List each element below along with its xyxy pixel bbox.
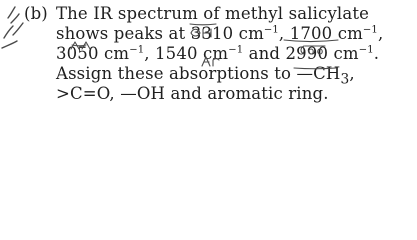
ir-spectrum-question <box>24 4 414 104</box>
peak-1540-superscript: −1 <box>228 44 244 56</box>
question-line-2 <box>56 24 417 44</box>
functional-groups-text: >C=O, —OH and aromatic ring. <box>56 84 329 103</box>
question-line-3 <box>56 44 417 64</box>
question-line-1 <box>24 4 414 24</box>
peak-2990-text: and 2990 cm <box>243 44 359 63</box>
line-4-comma: , <box>349 64 355 83</box>
peak-1540-text: , 1540 cm <box>144 44 229 63</box>
line-2-comma: , <box>377 24 384 43</box>
question-label: (b) <box>24 4 48 23</box>
line-3-period: . <box>373 44 380 63</box>
peak-3050-superscript: −1 <box>129 44 145 56</box>
assign-absorptions-text: Assign these absorptions to —CH <box>56 64 341 83</box>
question-line-4 <box>56 64 417 88</box>
question-line-5 <box>56 84 417 104</box>
peak-3310-text: shows peaks at 3310 cm <box>56 24 264 43</box>
margin-mark-icon <box>8 7 15 18</box>
peak-3050-text: 3050 cm <box>56 44 130 63</box>
peak-1700-superscript: −1 <box>362 24 378 36</box>
ch3-subscript: 3 <box>340 71 350 88</box>
peak-3310-superscript: −1 <box>263 24 279 36</box>
question-text-line-1: The IR spectrum of methyl salicylate <box>56 4 370 23</box>
peak-2990-superscript: −1 <box>358 44 374 56</box>
peak-1700-text: , 1700 cm <box>278 24 363 43</box>
